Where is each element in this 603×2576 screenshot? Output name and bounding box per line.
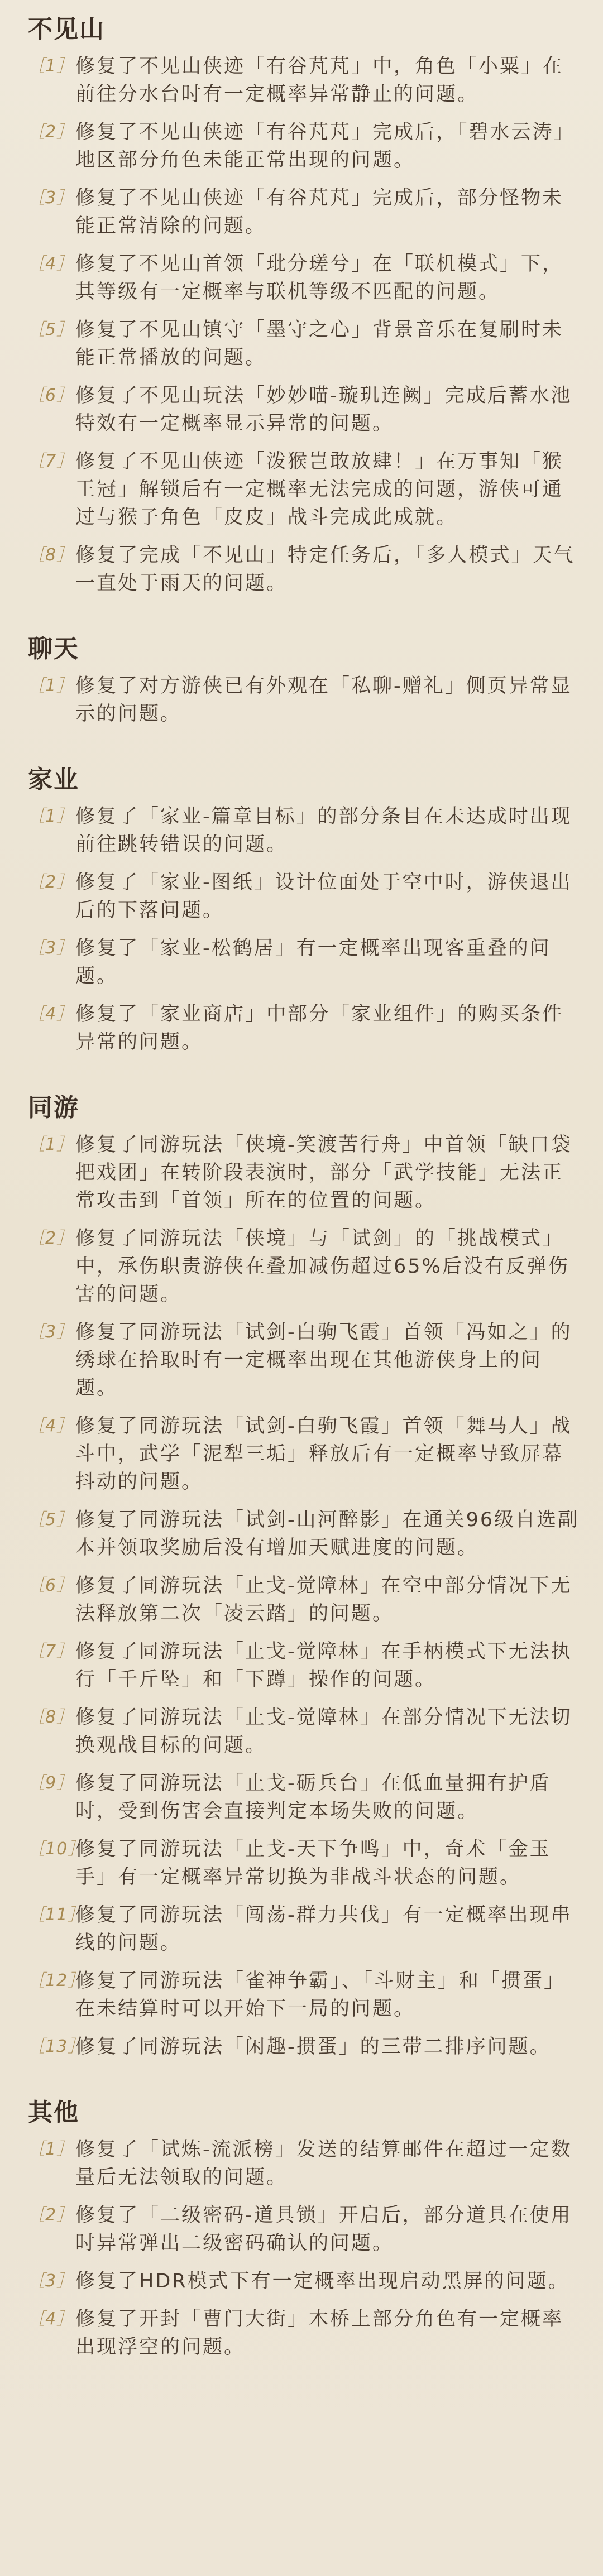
item-number: ［2］ (28, 122, 74, 142)
item-text: 修复了同游玩法「试剑-白驹飞霞」首领「舞马人」战斗中，武学「泥犁三垢」释放后有一定概率导致屏幕抖动的问题。 (75, 1415, 572, 1493)
item-number: ［8］ (28, 1707, 74, 1727)
list-item (28, 2305, 581, 2361)
item-number: ［4］ (28, 1416, 74, 1436)
item-text: 修复了不见山侠迹「泼猴岂敢放肆！」在万事知「猴王冠」解锁后有一定概率无法完成的问题，游侠可通过与猴子角色「皮皮」战斗完成此成就。 (75, 450, 564, 529)
item-number: ［4］ (28, 254, 74, 274)
item-number: ［1］ (28, 56, 74, 76)
list-item (28, 1318, 581, 1402)
item-number: ［3］ (28, 2271, 74, 2291)
list-item (28, 448, 581, 531)
item-text: 修复了对方游侠已有外观在「私聊-赠礼」侧页异常显示的问题。 (75, 675, 572, 725)
section-chat (28, 630, 581, 728)
list-item (28, 1412, 581, 1496)
item-text: 修复了「家业-篇章目标」的部分条目在未达成时出现前往跳转错误的问题。 (75, 805, 572, 856)
item-number: ［6］ (28, 386, 74, 405)
item-text: 修复了「试炼-流派榜」发送的结算邮件在超过一定数量后无法领取的问题。 (75, 2138, 572, 2189)
item-text: 修复了同游玩法「雀神争霸」、「斗财主」和「掼蛋」在未结算时可以开始下一局的问题。 (75, 1970, 566, 2020)
item-text: 修复了同游玩法「止戈-觉障林」在手柄模式下无法执行「千斤坠」和「下蹲」操作的问题。 (75, 1640, 572, 1691)
item-text: 修复了不见山侠迹「有谷芃芃」完成后，「碧水云涛」地区部分角色未能正常出现的问题。 (75, 121, 575, 171)
item-text: 修复了「家业-松鹤居」有一定概率出现客重叠的问题。 (75, 937, 551, 987)
item-text: 修复了开封「曹门大街」木桥上部分角色有一定概率出现浮空的问题。 (75, 2308, 564, 2358)
list-item (28, 1131, 581, 1215)
list-item (28, 250, 581, 306)
list-item (28, 1901, 581, 1957)
item-text: 修复了同游玩法「闲趣-掼蛋」的三带二排序问题。 (75, 2036, 551, 2058)
item-number: ［2］ (28, 872, 74, 892)
list-item (28, 1967, 581, 2023)
item-text: 修复了不见山首领「玭分瑳兮」在「联机模式」下，其等级有一定概率与联机等级不匹配的问题。 (75, 253, 564, 303)
item-number: ［6］ (28, 1576, 74, 1595)
item-number: ［3］ (28, 188, 74, 208)
item-text: 修复了完成「不见山」特定任务后，「多人模式」天气一直处于雨天的问题。 (75, 544, 575, 594)
section-title: 不见山 (28, 15, 105, 44)
item-number: ［12］ (28, 1971, 85, 1990)
section-coop (28, 1088, 581, 2061)
item-number: ［11］ (28, 1905, 85, 1925)
list-item (28, 2136, 581, 2191)
item-number: ［1］ (28, 1135, 74, 1154)
list-item (28, 316, 581, 372)
item-text: 修复了同游玩法「止戈-觉障林」在空中部分情况下无法释放第二次「凌云踏」的问题。 (75, 1575, 572, 1625)
item-text: 修复了不见山侠迹「有谷芃芃」中，角色「小粟」在前往分水台时有一定概率异常静止的问题。 (75, 55, 564, 105)
item-text: 修复了「二级密码-道具锁」开启后，部分道具在使用时异常弹出二级密码确认的问题。 (75, 2204, 572, 2254)
section-bujianshan (28, 10, 581, 597)
list-item (28, 2267, 581, 2295)
item-text: 修复了HDR模式下有一定概率出现启动黑屏的问题。 (75, 2270, 570, 2292)
list-item (28, 2033, 581, 2061)
section-gap (28, 2071, 581, 2093)
section-gap (28, 1066, 581, 1088)
item-text: 修复了不见山玩法「妙妙喵-璇玑连阙」完成后蓄水池特效有一定概率显示异常的问题。 (75, 385, 572, 435)
section-title: 同游 (28, 1093, 79, 1122)
item-number: ［9］ (28, 1773, 74, 1793)
list-item (28, 1769, 581, 1825)
item-text: 修复了同游玩法「闯荡-群力共伐」有一定概率出现串线的问题。 (75, 1904, 572, 1954)
item-number: ［10］ (28, 1839, 85, 1859)
list-item (28, 1638, 581, 1694)
list-item (28, 1572, 581, 1628)
list-item (28, 672, 581, 728)
list-item (28, 541, 581, 597)
section-homestead (28, 760, 581, 1056)
list-item (28, 2201, 581, 2257)
item-text: 修复了「家业-图纸」设计位面处于空中时，游侠退出后的下落问题。 (75, 871, 572, 922)
item-text: 修复了同游玩法「侠境」与「试剑」的「挑战模式」中，承伤职责游侠在叠加减伤超过65%后没有反弹伤害的问题。 (75, 1227, 570, 1306)
section-title: 家业 (28, 765, 79, 794)
item-text: 修复了同游玩法「试剑-白驹飞霞」首领「冯如之」的绣球在拾取时有一定概率出现在其他游侠身上的问题。 (75, 1321, 572, 1399)
item-text: 修复了同游玩法「侠境-笑渡苦行舟」中首领「缺口袋把戏团」在转阶段表演时，部分「武学技能」无法正常攻击到「首领」所在的位置的问题。 (75, 1134, 572, 1212)
section-gap (28, 738, 581, 760)
item-text: 修复了不见山镇守「墨守之心」背景音乐在复刷时未能正常播放的问题。 (75, 319, 564, 369)
item-number: ［1］ (28, 676, 74, 695)
list-item (28, 1506, 581, 1562)
item-number: ［7］ (28, 452, 74, 471)
list-item (28, 184, 581, 240)
section-other (28, 2093, 581, 2361)
section-gap (28, 607, 581, 630)
list-item (28, 869, 581, 924)
item-text: 修复了同游玩法「止戈-天下争鸣」中，奇术「金玉手」有一定概率异常切换为非战斗状态的问题。 (75, 1838, 551, 1888)
list-item (28, 1835, 581, 1891)
item-number: ［3］ (28, 938, 74, 958)
item-text: 修复了不见山侠迹「有谷芃芃」完成后，部分怪物未能正常清除的问题。 (75, 187, 564, 237)
item-number: ［7］ (28, 1642, 74, 1661)
item-text: 修复了同游玩法「止戈-觉障林」在部分情况下无法切换观战目标的问题。 (75, 1706, 572, 1757)
item-number: ［1］ (28, 2140, 74, 2159)
list-item (28, 803, 581, 858)
item-number: ［8］ (28, 545, 74, 565)
item-number: ［2］ (28, 1229, 74, 1248)
item-number: ［1］ (28, 807, 74, 826)
item-text: 修复了「家业商店」中部分「家业组件」的购买条件异常的问题。 (75, 1003, 564, 1053)
list-item (28, 1225, 581, 1308)
list-item (28, 1000, 581, 1056)
section-title: 其他 (28, 2098, 79, 2127)
list-item (28, 382, 581, 438)
list-item (28, 52, 581, 108)
list-item (28, 934, 581, 990)
item-number: ［4］ (28, 1004, 74, 1024)
list-item (28, 118, 581, 174)
list-item (28, 1704, 581, 1759)
section-title: 聊天 (28, 635, 79, 663)
item-number: ［5］ (28, 320, 74, 339)
item-text: 修复了同游玩法「止戈-砺兵台」在低血量拥有护盾时，受到伤害会直接判定本场失败的问题。 (75, 1772, 551, 1822)
item-number: ［4］ (28, 2309, 74, 2329)
item-number: ［13］ (28, 2037, 85, 2056)
item-text: 修复了同游玩法「试剑-山河醉影」在通关96级自选副本并领取奖励后没有增加天赋进度的问题。 (75, 1509, 580, 1559)
item-number: ［2］ (28, 2205, 74, 2225)
item-number: ［5］ (28, 1510, 74, 1529)
item-number: ［3］ (28, 1322, 74, 1342)
